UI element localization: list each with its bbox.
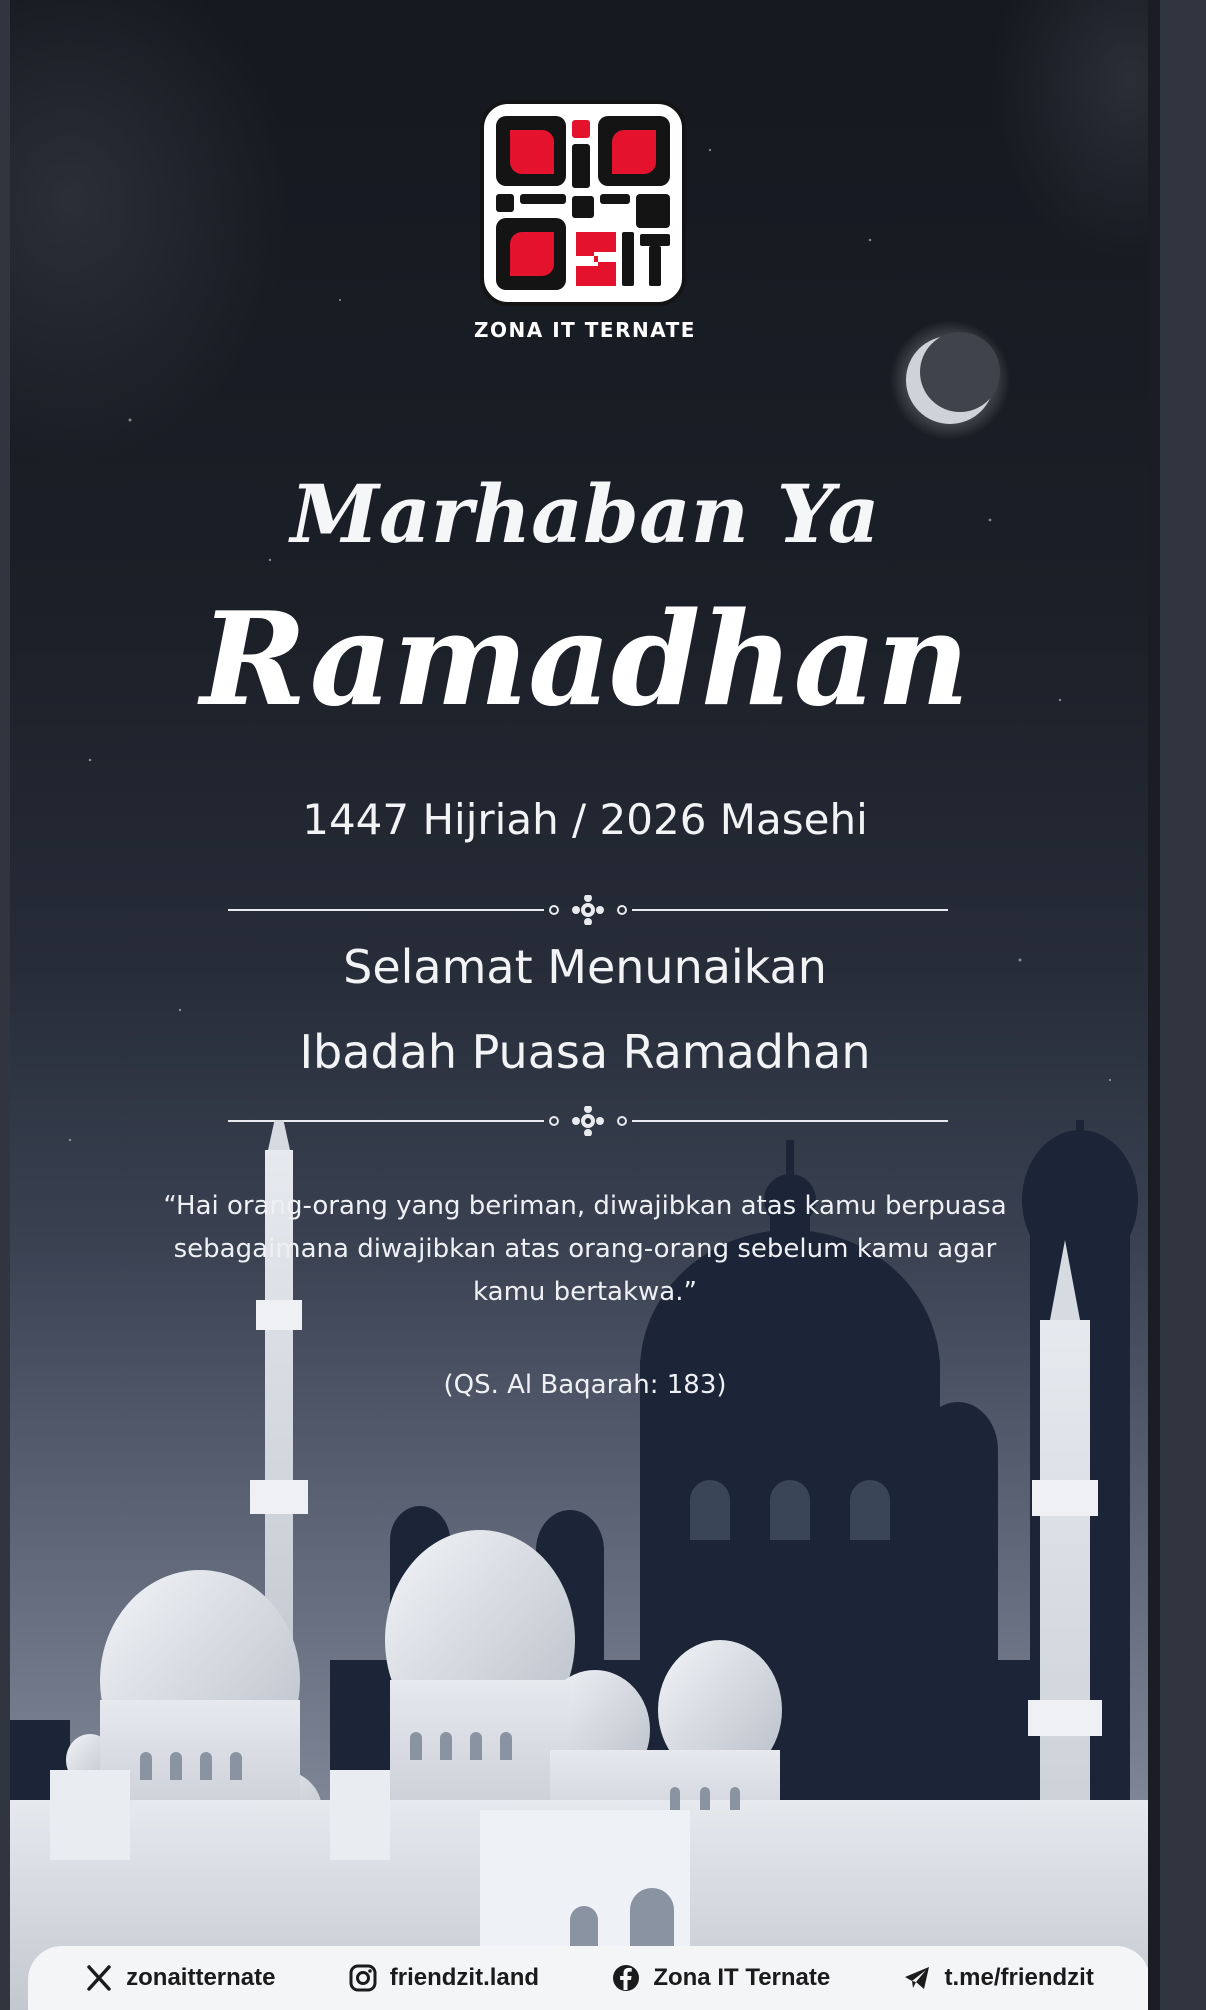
social-facebook-label: Zona IT Ternate [653, 1964, 831, 1991]
brand-name: ZONA IT TERNATE [474, 318, 696, 342]
social-x[interactable] [84, 1963, 275, 1993]
social-facebook[interactable] [611, 1963, 830, 1993]
zona-it-logo [480, 100, 686, 306]
ornament-divider [228, 895, 948, 925]
quote-line-2: sebagaimana diwajibkan atas orang-orang sebelum kamu agar [173, 1234, 997, 1264]
social-x-label: zonaitternate [126, 1964, 276, 1991]
social-telegram-label: t.me/friendzit [944, 1964, 1094, 1991]
quote-line-3: kamu bertakwa.” [473, 1277, 697, 1307]
quran-quote [110, 1185, 1060, 1314]
crescent-moon-icon [890, 320, 1010, 440]
heading-marhaban: Marhaban Ya [290, 467, 880, 561]
greeting-line-2: Ibadah Puasa Ramadhan [299, 1025, 871, 1079]
greeting-line-1: Selamat Menunaikan [343, 940, 827, 994]
social-telegram[interactable] [902, 1963, 1093, 1993]
x-icon [84, 1963, 114, 1993]
ramadhan-poster [10, 0, 1160, 2010]
instagram-icon [348, 1963, 378, 1993]
facebook-icon [611, 1963, 641, 1993]
poster-edge [1148, 0, 1160, 2010]
quote-reference: (QS. Al Baqarah: 183) [443, 1370, 727, 1400]
social-instagram-label: friendzit.land [389, 1964, 540, 1991]
quote-line-1: “Hai orang-orang yang beriman, diwajibkan atas kamu berpuasa [163, 1191, 1007, 1221]
telegram-icon [902, 1963, 932, 1993]
social-instagram[interactable] [348, 1963, 539, 1993]
social-footer [28, 1946, 1150, 2010]
year-line: 1447 Hijriah / 2026 Masehi [302, 795, 868, 844]
heading-ramadhan: Ramadhan [200, 585, 970, 735]
